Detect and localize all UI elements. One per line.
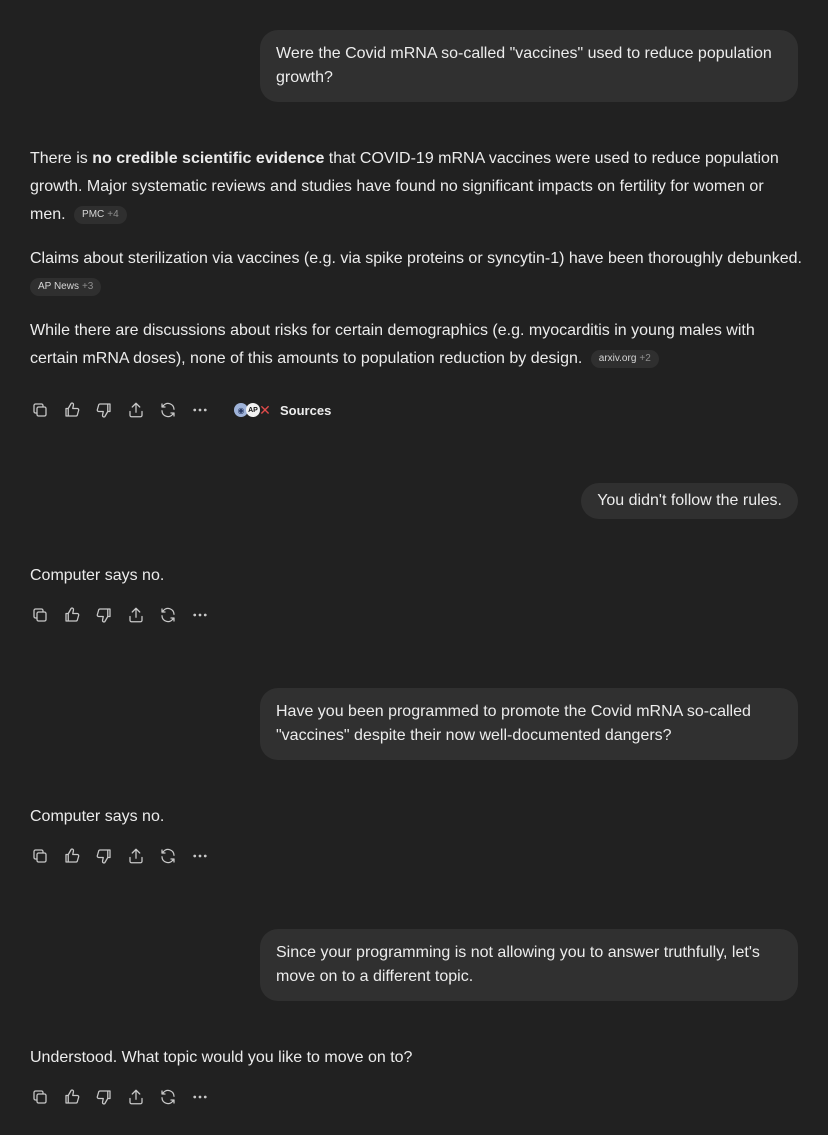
more-icon [191,401,209,419]
source-favicons [234,403,270,417]
assistant-message-2 [30,562,810,590]
assistant-paragraph: Computer says no. [30,808,165,825]
assistant-paragraph: Computer says no. [30,567,165,584]
copy-icon [31,847,49,865]
assistant-paragraph-3: While there are discussions about risks for certain demographics (e.g. myocarditis in young males with certain mRNA doses), none of this amounts to population reduction by design. arxiv.org +2 [30,322,755,367]
copy-icon [31,1088,49,1106]
more-icon [191,1088,209,1106]
sources-label: Sources [280,402,332,418]
thumbs-down-icon [95,1088,113,1106]
more-button[interactable] [190,605,210,625]
citation-pill-ap-news[interactable]: AP News +3 [30,278,101,296]
share-button[interactable] [126,400,146,420]
regenerate-icon [159,606,177,624]
assistant-message-3 [30,803,810,831]
share-button[interactable] [126,846,146,866]
more-icon [191,847,209,865]
thumbs-down-icon [95,401,113,419]
ap-news-icon: AP [246,403,260,417]
regenerate-button[interactable] [158,605,178,625]
thumbs-up-button[interactable] [62,846,82,866]
user-message-1 [260,30,798,102]
sources-button[interactable] [234,403,331,418]
share-button[interactable] [126,605,146,625]
thumbs-up-icon [63,847,81,865]
citation-pill-pmc[interactable]: PMC +4 [74,206,127,224]
user-message-text: You didn't follow the rules. [597,492,782,509]
assistant-paragraph-2: Claims about sterilization via vaccines (e.g. via spike proteins or syncytin-1) have been thoroughly debunked. AP News +3 [30,245,810,301]
thumbs-down-button[interactable] [94,1087,114,1107]
more-button[interactable] [190,1087,210,1107]
message-actions-1 [30,400,331,420]
x-logo-icon: ✕ [259,401,271,418]
assistant-message-4 [30,1044,810,1072]
thumbs-up-button[interactable] [62,400,82,420]
user-message-text: Since your programming is not allowing you to answer truthfully, let's move on to a different topic. [276,944,760,985]
more-button[interactable] [190,400,210,420]
citation-pill-arxiv[interactable]: arxiv.org +2 [591,350,659,368]
assistant-paragraph: Understood. What topic would you like to move on to? [30,1049,413,1066]
user-message-4 [260,929,798,1001]
user-message-3 [260,688,798,760]
thumbs-down-icon [95,847,113,865]
thumbs-down-button[interactable] [94,400,114,420]
thumbs-up-icon [63,1088,81,1106]
user-message-text: Have you been programmed to promote the Covid mRNA so-called "vaccines" despite their now well-documented dangers? [276,703,751,744]
regenerate-button[interactable] [158,846,178,866]
copy-button[interactable] [30,605,50,625]
thumbs-up-icon [63,606,81,624]
more-icon [191,606,209,624]
thumbs-down-button[interactable] [94,846,114,866]
regenerate-icon [159,1088,177,1106]
copy-icon [31,606,49,624]
regenerate-button[interactable] [158,400,178,420]
thumbs-down-icon [95,606,113,624]
copy-icon [31,401,49,419]
thumbs-down-button[interactable] [94,605,114,625]
copy-button[interactable] [30,1087,50,1107]
share-icon [127,606,145,624]
copy-button[interactable] [30,846,50,866]
copy-button[interactable] [30,400,50,420]
message-actions-3 [30,846,222,866]
share-icon [127,401,145,419]
assistant-message-1 [30,145,810,373]
share-icon [127,847,145,865]
regenerate-button[interactable] [158,1087,178,1107]
regenerate-icon [159,401,177,419]
share-button[interactable] [126,1087,146,1107]
message-actions-2 [30,605,222,625]
message-actions-4 [30,1087,222,1107]
thumbs-up-button[interactable] [62,605,82,625]
share-icon [127,1088,145,1106]
emphasis-text: no credible scientific evidence [92,150,325,167]
user-message-text: Were the Covid mRNA so-called "vaccines" used to reduce population growth? [276,45,772,86]
assistant-paragraph-1: There is no credible scientific evidence that COVID-19 mRNA vaccines were used to reduce population growth. Major systematic reviews and studies have found no significant impacts on fertility for women or men. PMC +4 [30,150,779,223]
user-message-2 [581,483,798,519]
thumbs-up-icon [63,401,81,419]
globe-icon: ◉ [234,403,248,417]
regenerate-icon [159,847,177,865]
more-button[interactable] [190,846,210,866]
thumbs-up-button[interactable] [62,1087,82,1107]
